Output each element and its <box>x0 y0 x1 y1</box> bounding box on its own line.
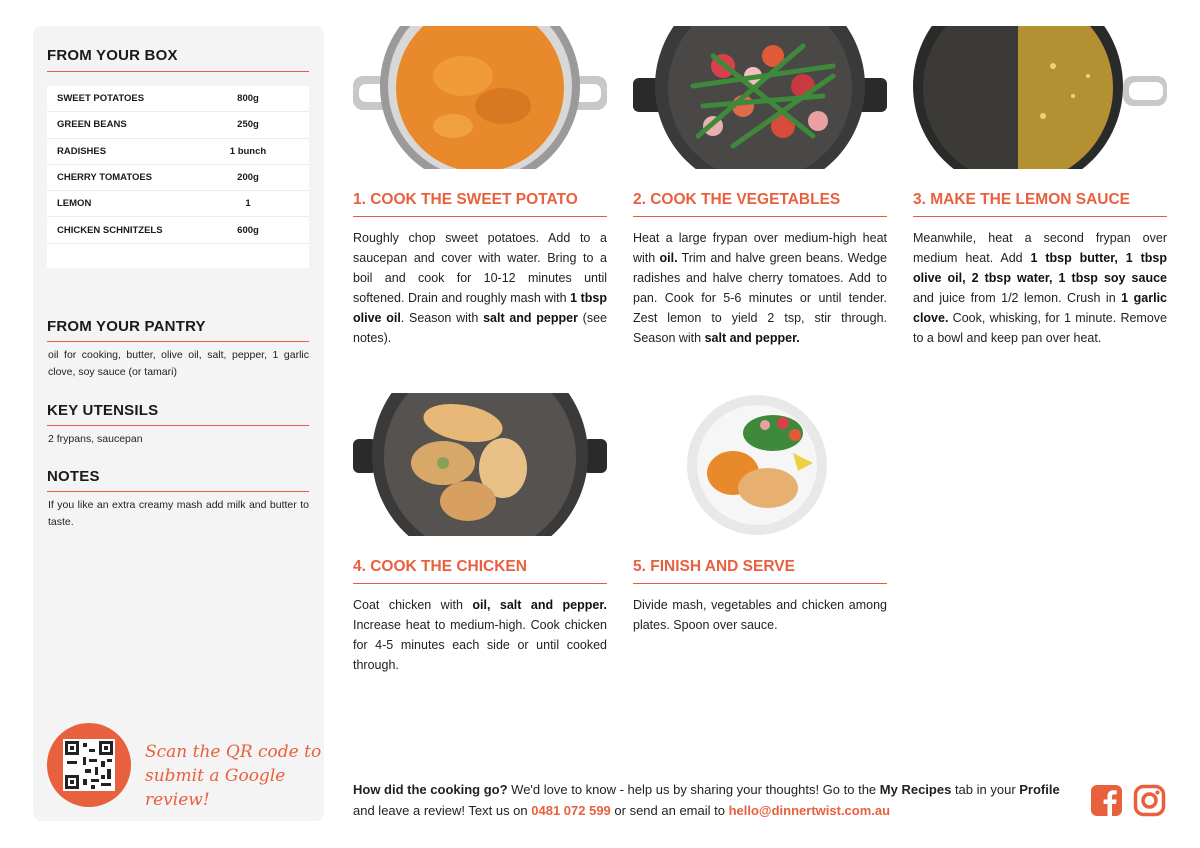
bold-ingredient: oil, salt and pepper. <box>472 598 607 612</box>
bold-ingredient: 1 tbsp olive oil <box>353 291 607 325</box>
ingredient-name: LEMON <box>57 198 92 210</box>
ingredient-qty: 800g <box>237 93 259 105</box>
step-1-title: 1. COOK THE SWEET POTATO <box>353 191 578 208</box>
body-text: (see notes). <box>353 311 607 345</box>
ingredient-qty: 250g <box>237 119 259 131</box>
step-5-image <box>633 393 887 536</box>
step-5-title: 5. FINISH AND SERVE <box>633 558 795 575</box>
ingredient-name: GREEN BEANS <box>57 119 127 131</box>
bold-ingredient: 1 garlic clove. <box>913 291 1167 325</box>
utensils-text: 2 frypans, saucepan <box>48 433 143 445</box>
ingredient-name: SWEET POTATOES <box>57 93 145 105</box>
ingredient-qty: 1 bunch <box>229 145 267 157</box>
step-4-rule <box>353 583 607 584</box>
table-row <box>47 112 309 138</box>
qr-module <box>95 767 98 775</box>
qr-code-badge[interactable] <box>47 723 131 807</box>
footer-part: We'd love to know - help us by sharing your thoughts! Go to the <box>507 782 880 797</box>
step-3-title: 3. MAKE THE LEMON SAUCE <box>913 191 1131 208</box>
facebook-icon[interactable] <box>1090 784 1123 817</box>
body-text: Roughly chop sweet potatoes. Add to a saucepan and cover with water. Bring to a boil and cook for 10-12 minutes until softened. Drain and roughly mash with <box>353 231 607 305</box>
body-text: . Season with <box>400 311 484 325</box>
qr-module <box>107 759 112 762</box>
footer-part: and leave a review! Text us on <box>353 803 532 818</box>
bold-ingredient: 1 tbsp butter, 1 tbsp olive oil, 2 tbsp water, 1 tbsp soy sauce <box>913 251 1167 285</box>
qr-finder <box>65 775 79 789</box>
pantry-text: oil for cooking, butter, olive oil, salt, pepper, 1 garlic clove, soy sauce (or tamari) <box>48 349 309 378</box>
table-row <box>47 165 309 191</box>
step-5-rule <box>633 583 887 584</box>
bold-ingredient: salt and pepper. <box>704 331 800 345</box>
qr-module <box>67 761 77 764</box>
table-row <box>47 139 309 165</box>
body-text: Coat chicken with <box>353 598 473 612</box>
step-2-title: 2. COOK THE VEGETABLES <box>633 191 841 208</box>
qr-module <box>107 769 111 779</box>
step-3-rule <box>913 216 1167 217</box>
qr-module <box>91 779 99 782</box>
step-4-body <box>353 595 607 675</box>
table-row <box>47 191 309 217</box>
ingredient-name: CHERRY TOMATOES <box>57 172 153 184</box>
notes-title: NOTES <box>47 468 100 485</box>
body-text: Heat a large frypan over medium-high heat with <box>633 231 887 265</box>
ingredient-qty: 600g <box>237 224 259 236</box>
qr-module <box>91 785 95 789</box>
qr-text-line: Scan the QR code to <box>145 742 322 762</box>
utensils-title: KEY UTENSILS <box>47 402 159 419</box>
profile-link[interactable]: Profile <box>1019 782 1060 797</box>
body-text: and juice from 1/2 lemon. Crush in <box>913 291 1122 305</box>
email-link[interactable]: hello@dinnertwist.com.au <box>728 803 891 818</box>
step-1-body <box>353 228 607 348</box>
step-3-body <box>913 228 1167 348</box>
ingredient-name: RADISHES <box>57 145 107 157</box>
ingredient-qty: 1 <box>245 198 251 210</box>
box-ingredients-table <box>47 86 309 268</box>
qr-finder <box>99 741 113 755</box>
instagram-icon[interactable] <box>1133 784 1166 817</box>
ingredient-qty: 200g <box>237 172 259 184</box>
notes-title-rule <box>47 491 309 492</box>
qr-module <box>83 757 86 765</box>
footer-review-text <box>353 779 1073 821</box>
step-4-image <box>353 393 607 536</box>
my-recipes-link[interactable]: My Recipes <box>879 782 952 797</box>
bold-ingredient: oil. <box>659 251 678 265</box>
table-row <box>47 217 309 243</box>
box-title-rule <box>47 71 309 72</box>
qr-module <box>83 779 87 785</box>
qr-review-text <box>145 740 324 812</box>
qr-module <box>85 769 91 773</box>
step-3-image <box>913 26 1167 169</box>
pantry-title: FROM YOUR PANTRY <box>47 318 206 335</box>
qr-finder <box>65 741 79 755</box>
footer-part: How did the cooking go? <box>353 782 508 797</box>
sidebar <box>33 26 324 821</box>
pantry-title-rule <box>47 341 309 342</box>
qr-module <box>101 761 105 767</box>
box-title: FROM YOUR BOX <box>47 47 178 64</box>
qr-text-line: submit a Google review! <box>145 766 286 810</box>
body-text: Meanwhile, heat a second frypan over medium heat. Add <box>913 231 1167 265</box>
step-2-body <box>633 228 887 348</box>
step-1-image <box>353 26 607 169</box>
qr-module <box>101 783 111 786</box>
qr-code-icon <box>63 739 115 791</box>
step-2-rule <box>633 216 887 217</box>
step-5-body <box>633 595 887 635</box>
qr-module <box>83 743 87 747</box>
bold-ingredient: salt and pepper <box>483 311 578 325</box>
qr-module <box>101 775 105 779</box>
step-1-rule <box>353 216 607 217</box>
table-row <box>47 86 309 112</box>
step-2-image <box>633 26 887 169</box>
body-text: Divide mash, vegetables and chicken among plates. Spoon over sauce. <box>633 598 887 632</box>
footer-part: tab in your <box>951 782 1020 797</box>
footer-part: or send an email to <box>610 803 729 818</box>
qr-module <box>89 759 97 762</box>
body-text: Increase heat to medium-high. Cook chicken for 4-5 minutes each side or until cooked through. <box>353 618 607 672</box>
ingredient-name: CHICKEN SCHNITZELS <box>57 224 163 236</box>
notes-text: If you like an extra creamy mash add milk and butter to taste. <box>48 499 309 528</box>
phone-link[interactable]: 0481 072 599 <box>531 803 611 818</box>
body-text: Cook, whisking, for 1 minute. Remove to a bowl and keep pan over heat. <box>913 311 1167 345</box>
utensils-title-rule <box>47 425 309 426</box>
qr-module <box>89 749 95 752</box>
body-text: Trim and halve green beans. Wedge radishes and halve cherry tomatoes. Add to pan. Cook for 5-6 minutes or until tender. Zest lemon to yield 2 tsp, stir through. Season with <box>633 251 887 345</box>
step-4-title: 4. COOK THE CHICKEN <box>353 558 527 575</box>
